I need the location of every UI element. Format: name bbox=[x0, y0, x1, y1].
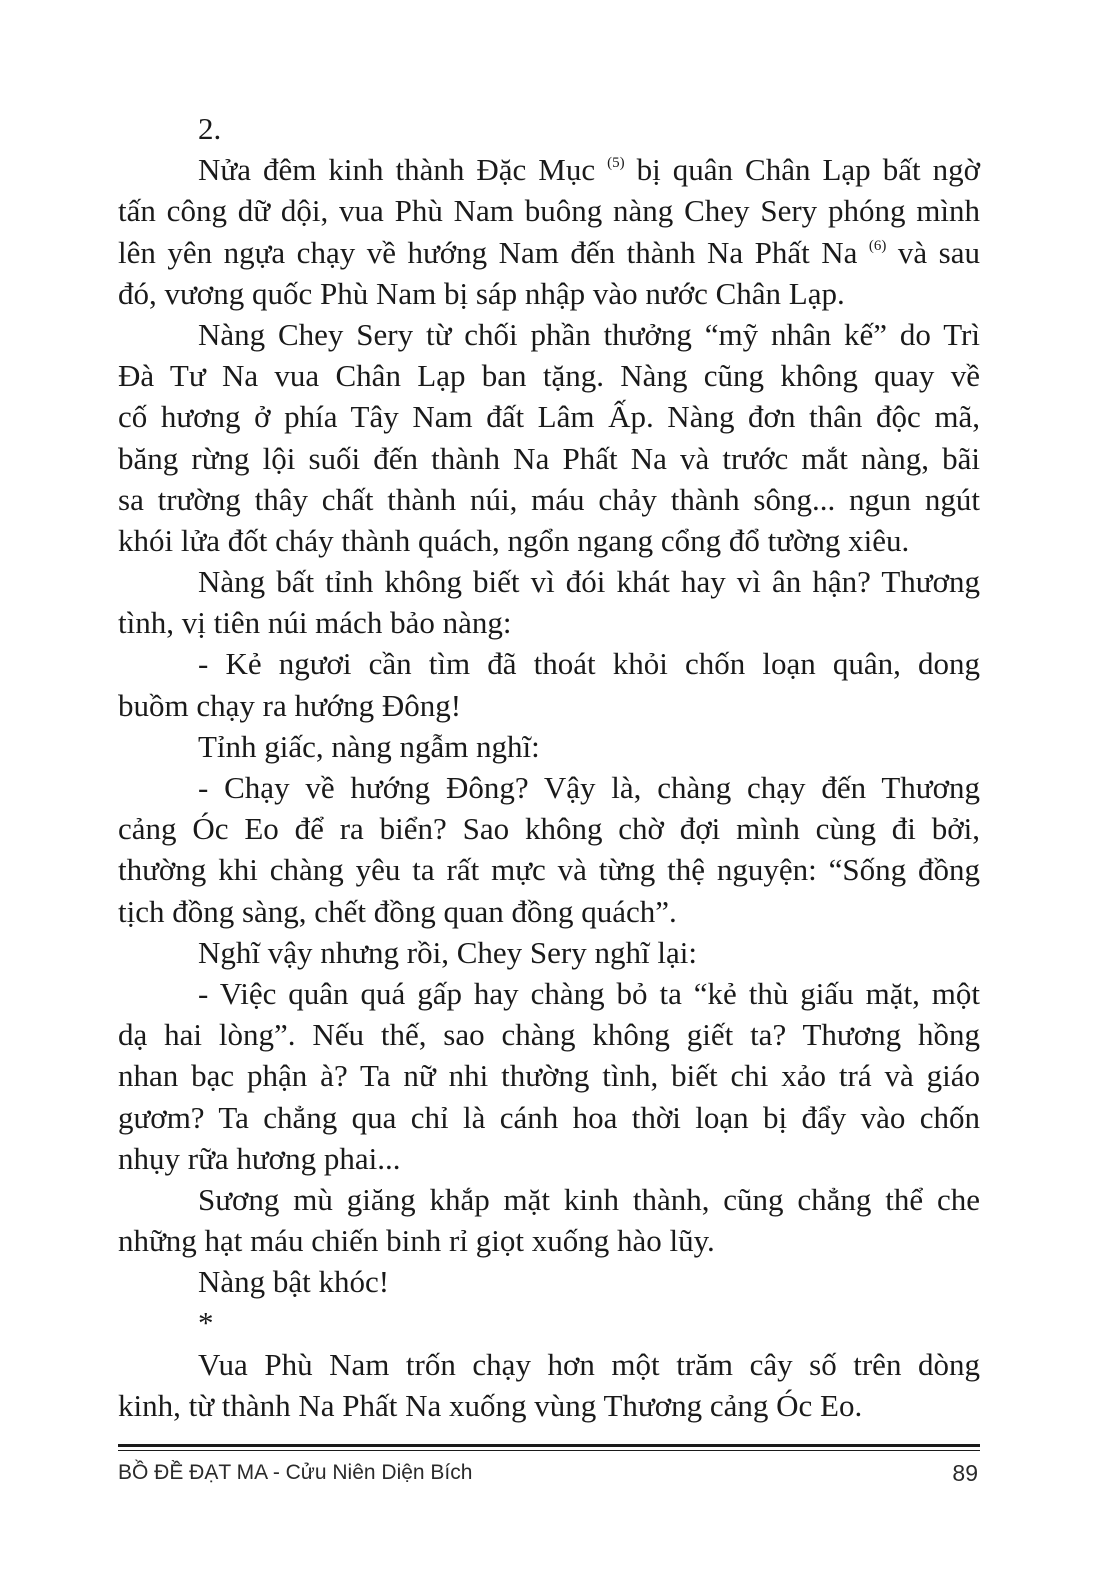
paragraph-line: lên yên ngựa chạy về hướng Nam đến thành Na Phất Na $^{(6)}$ và sau bbox=[118, 234, 980, 270]
paragraph-line: sa trường thây chất thành núi, máu chảy thành sông... ngun ngút bbox=[118, 481, 980, 517]
footnote-ref-5: (5) bbox=[607, 155, 625, 172]
dialogue-line: - Kẻ ngươi cần tìm đã thoát khỏi chốn loạn quân, dong bbox=[198, 646, 980, 682]
paragraph-line: Sương mù giăng khắp mặt kinh thành, cũng chẳng thể che bbox=[198, 1181, 980, 1217]
dialogue-line: - Việc quân quá gấp hay chàng bỏ ta “kẻ thù giấu mặt, một bbox=[198, 975, 980, 1011]
dialogue-line: - Chạy về hướng Đông? Vậy là, chàng chạy đến Thương bbox=[198, 770, 980, 805]
page-body bbox=[118, 108, 980, 1426]
paragraph-line: khói lửa đốt cháy thành quách, ngổn ngang cổng đổ tường xiêu. bbox=[118, 522, 910, 558]
paragraph-line: cố hương ở phía Tây Nam đất Lâm Ấp. Nàng đơn thân độc mã, bbox=[118, 399, 980, 435]
book-title: BỒ ĐỀ ĐẠT MA - Cửu Niên Diện Bích bbox=[118, 1461, 473, 1484]
paragraph-line: Nàng bật khóc! bbox=[198, 1264, 390, 1300]
paragraph-line: tấn công dữ dội, vua Phù Nam buông nàng Chey Sery phóng mình bbox=[118, 193, 980, 229]
paragraph-line: Nghĩ vậy nhưng rồi, Chey Sery nghĩ lại: bbox=[198, 934, 697, 970]
dialogue-line: buồm chạy ra hướng Đông! bbox=[118, 687, 462, 723]
scene-separator: * bbox=[198, 1305, 214, 1341]
section-number: 2. bbox=[198, 111, 222, 146]
paragraph-line: những hạt máu chiến binh rỉ giọt xuống hào lũy. bbox=[118, 1223, 715, 1259]
footer-rule-thick bbox=[118, 1444, 980, 1447]
paragraph-line: kinh, từ thành Na Phất Na xuống vùng Thương cảng Óc Eo. bbox=[118, 1387, 863, 1423]
paragraph-line: Tỉnh giấc, nàng ngẫm nghĩ: bbox=[198, 728, 540, 764]
paragraph-line: Vua Phù Nam trốn chạy hơn một trăm cây số trên dòng bbox=[198, 1346, 980, 1382]
dialogue-line: thường khi chàng yêu ta rất mực và từng thệ nguyện: “Sống đồng bbox=[118, 852, 980, 888]
dialogue-line: nhan bạc phận à? Ta nữ nhi thường tình, biết chi xảo trá và giáo bbox=[118, 1058, 980, 1094]
page-number: 89 bbox=[952, 1460, 978, 1486]
footer-rule-thin bbox=[118, 1450, 980, 1451]
paragraph-line: Nàng bất tỉnh không biết vì đói khát hay vì ân hận? Thương bbox=[198, 564, 980, 600]
paragraph-line: băng rừng lội suối đến thành Na Phất Na và trước mắt nàng, bãi bbox=[118, 440, 980, 476]
dialogue-line: gươm? Ta chẳng qua chỉ là cánh hoa thời loạn bị đẩy vào chốn bbox=[118, 1099, 980, 1135]
dialogue-line: nhụy rữa hương phai... bbox=[118, 1140, 401, 1176]
paragraph-line: Nửa đêm kinh thành Đặc Mục $^{(5)}$ bị quân Chân Lạp bất ngờ bbox=[198, 152, 980, 188]
paragraph-line: tình, vị tiên núi mách bảo nàng: bbox=[118, 605, 512, 641]
paragraph-line: Đà Tư Na vua Chân Lạp ban tặng. Nàng cũng không quay về bbox=[118, 358, 980, 394]
page-footer bbox=[118, 1458, 980, 1488]
dialogue-line: dạ hai lòng”. Nếu thế, sao chàng không giết ta? Thương hồng bbox=[118, 1017, 980, 1053]
footnote-ref-6: (6) bbox=[868, 237, 887, 254]
dialogue-line: cảng Óc Eo để ra biển? Sao không chờ đợi mình cùng đi bởi, bbox=[118, 811, 980, 847]
paragraph-line: Nàng Chey Sery từ chối phần thưởng “mỹ nhân kế” do Trì bbox=[198, 316, 980, 352]
dialogue-line: tịch đồng sàng, chết đồng quan đồng quách”. bbox=[118, 893, 677, 929]
paragraph-line: đó, vương quốc Phù Nam bị sáp nhập vào nước Chân Lạp. bbox=[118, 275, 845, 311]
